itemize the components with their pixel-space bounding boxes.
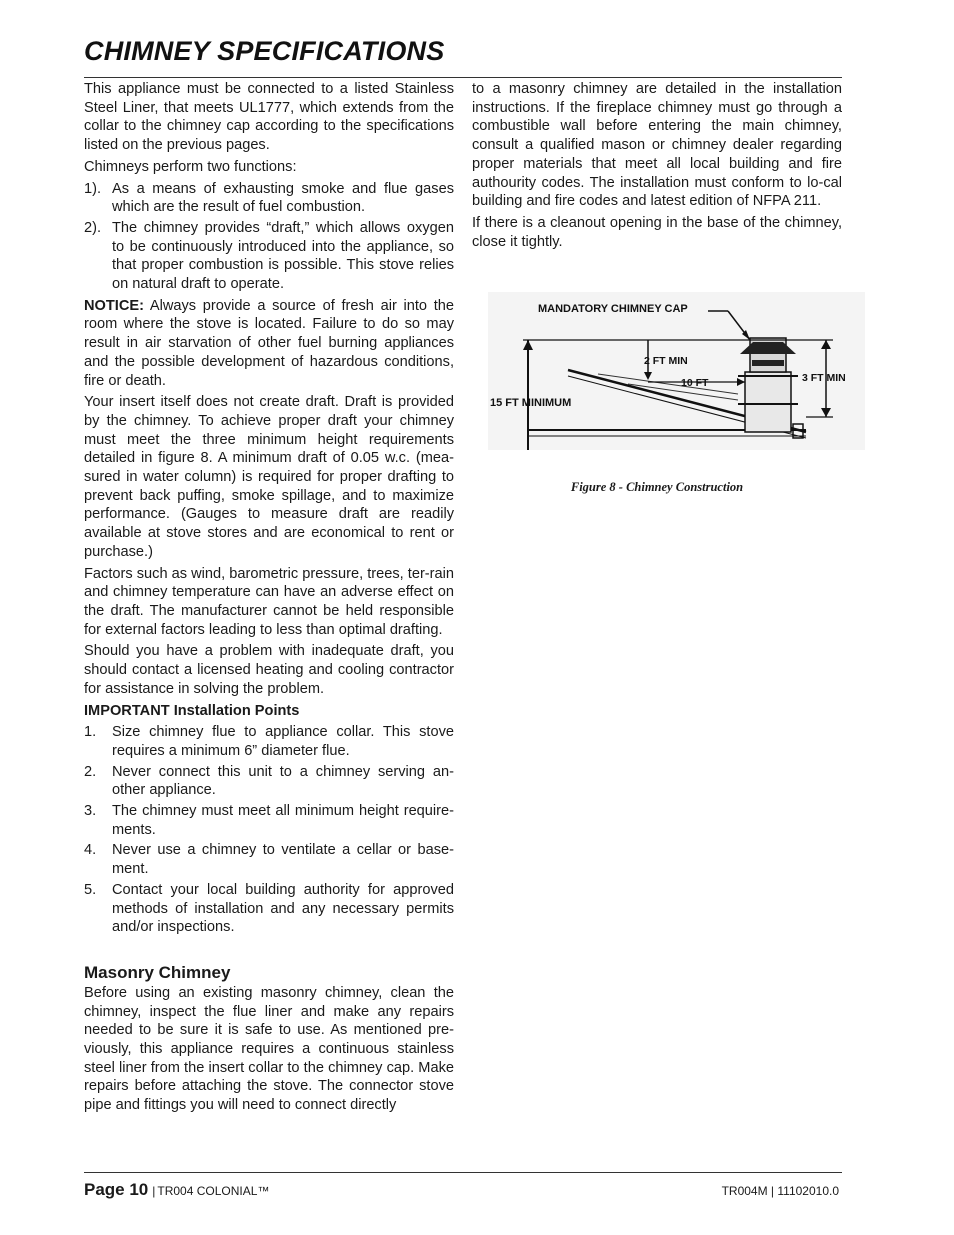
cap-label: MANDATORY CHIMNEY CAP [538,303,688,315]
page-title: CHIMNEY SPECIFICATIONS [84,36,445,66]
fifteen-ft-label: 15 FT MINIMUM [490,397,572,409]
document-number: TR004M | 11102010.0 [721,1184,839,1198]
masonry-paragraph: Before using an existing masonry chimney, clean the chimney, inspect the flue liner and make any repairs needed to be sure it is safe to use. As mentioned pre-viously, this appliance requires a continuous stainless steel liner from the insert collar to the chimney cap. Make repairs before attaching the stove. The connector stove pipe and fittings you will need to connect directly [84,984,454,1114]
list-item [84,180,454,217]
list-item-number: 3. [84,803,97,820]
list-item [84,881,454,937]
draft-paragraph: Your insert itself does not create draft. Draft is provided by the chimney. To achieve proper draft your chimney must meet the three minimum height requirements detailed in figure 8. A minimum draft of 0.05 w.c. (mea-sured in water column) is required for proper drafting to prevent back puffing, smoke spillage, and to maximize performance. (Gauges to measure draft are readily available at stove stores and are economical to rent or purchase.) [84,394,454,560]
list-item-number: 1). [84,180,102,197]
list-item [84,723,454,760]
list-item-text: Size chimney flue to appliance collar. This stove requires a minimum 6” diameter flue. [112,724,454,759]
list-item-number: 1. [84,724,97,741]
figure-background [488,292,865,450]
list-item [84,802,454,839]
footer-separator: | [152,1184,156,1198]
cleanout-paragraph: If there is a cleanout opening in the base of the chimney, close it tightly. [472,214,842,250]
list-item [84,841,454,878]
list-item-text: Never connect this unit to a chimney serving an-other appliance. [112,763,454,799]
list-item-number: 5. [84,881,97,898]
chimney-construction-figure [488,292,865,450]
ten-ft-label: 10 FT [681,377,709,389]
list-item-text: The chimney provides “draft,” which allows oxygen to be continuously introduced into the appliance, so that proper combustion is possible. This stove relies on natural draft to operate. [112,219,454,293]
chimney-body [745,372,791,432]
list-item [84,763,454,800]
three-ft-label: 3 FT MIN [802,372,846,384]
list-item-number: 2. [84,763,97,780]
functions-intro: Chimneys perform two functions: [84,158,297,175]
important-points-list [84,723,454,937]
list-item-number: 2). [84,219,102,236]
problem-paragraph: Should you have a problem with inadequate draft, you should contact a licensed heating and cooling contractor for assistance in solving the problem. [84,643,454,697]
list-item-text: Contact your local building authority for approved methods of installation and any necessary permits and/or inspections. [112,881,454,936]
functions-list [84,180,454,294]
list-item-text: The chimney must meet all minimum height require-ments. [112,803,454,838]
intro-paragraph: This appliance must be connected to a listed Stainless Steel Liner, that meets UL1777, which extends from the collar to the chimney cap according to the specifications listed on the previous pages. [84,81,454,154]
chimney-diagram [488,292,865,450]
continued-paragraph: to a masonry chimney are detailed in the installation instructions. If the fireplace chimney must go through a combustible wall before entering the main chimney, consult a qualified mason or chimney dealer regarding proper materials that meet all local building and fire authourity codes. The installation must conform to lo-cal building and fire codes and latest edition of NFPA 211. [472,81,842,210]
footer-divider [84,1172,842,1173]
footer-left [84,1180,269,1200]
factors-paragraph: Factors such as wind, barometric pressure, trees, ter-rain and chimney temperature can have an adverse effect on the draft. The manufacturer cannot be held responsible for external factors leading to less than optimal drafting. [84,565,454,638]
right-column [472,80,842,254]
page-number: Page 10 [84,1180,149,1199]
list-item-number: 4. [84,842,97,859]
chimney-cap-vent [752,360,784,366]
list-item [84,219,454,294]
list-item-text: Never use a chimney to ventilate a cellar or base-ment. [112,842,454,878]
two-ft-label: 2 FT MIN [644,355,688,367]
figure-caption: Figure 8 - Chimney Construction [570,480,744,494]
masonry-chimney-heading: Masonry Chimney [84,962,231,982]
title-divider [84,77,842,78]
notice-paragraph [84,297,454,391]
left-column [84,80,454,1118]
important-heading: IMPORTANT Installation Points [84,702,300,719]
list-item-text: As a means of exhausting smoke and flue gases which are the result of fuel combustion. [112,180,454,216]
notice-label: NOTICE: [84,297,144,314]
product-name: TR004 COLONIAL™ [157,1184,270,1198]
notice-text: Always provide a source of fresh air into the room where the stove is located. Failure to do so may result in air starvation of other fuel burning appliances and the possible development of hazardous conditions, fire or death. [84,297,454,389]
